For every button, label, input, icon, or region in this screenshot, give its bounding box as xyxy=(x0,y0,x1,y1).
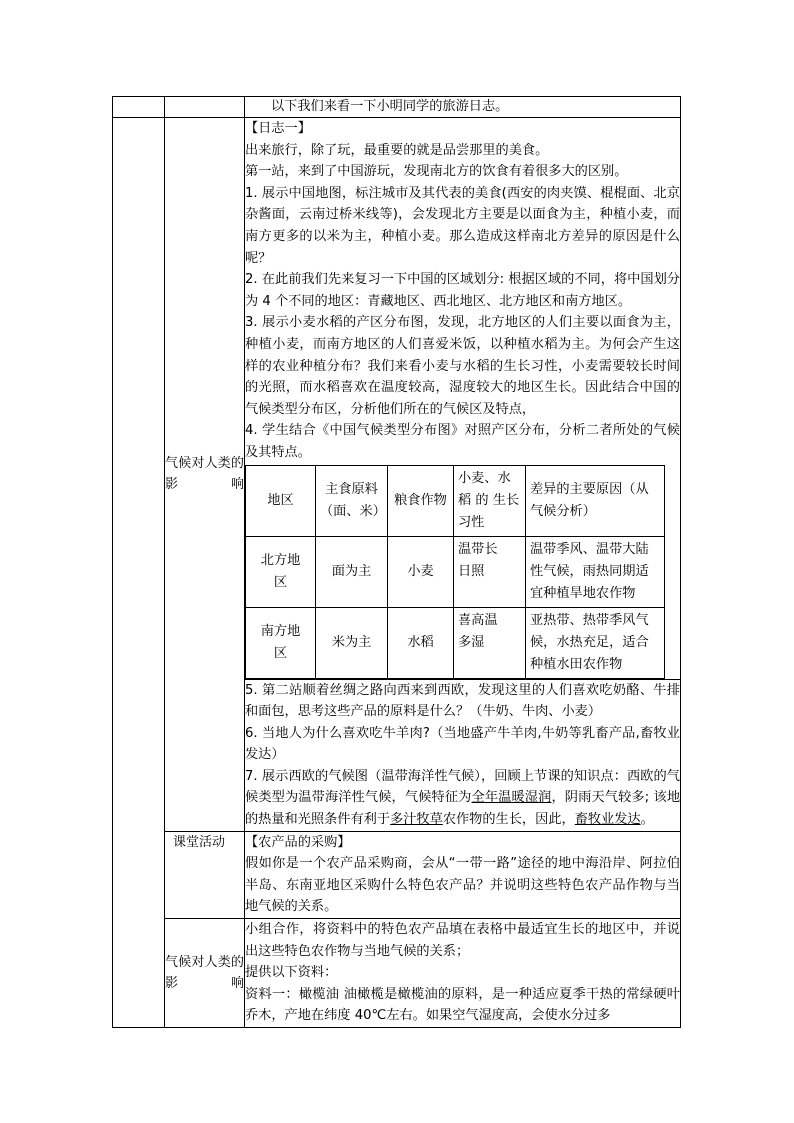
log1-para7: 5. 第二站顺着丝绸之路向西来到西欧，发现这里的人们喜欢吃奶酪、牛排和面包，思考这些产品的原料是什么？（牛奶、牛肉、小麦） xyxy=(245,682,680,720)
intro-empty-cell-2 xyxy=(165,97,245,118)
section3-label: 气候对人类的影响 xyxy=(165,955,244,992)
section3-content xyxy=(245,919,681,1028)
intro-empty-cell xyxy=(113,97,165,118)
diet-cell: 温带长日照 xyxy=(454,536,526,607)
materials-intro: 提供以下资料： xyxy=(245,965,338,981)
diet-table-row xyxy=(246,536,665,607)
intro-cell xyxy=(245,97,681,118)
section2-label-cell xyxy=(165,831,245,918)
diet-cell: 北方地区 xyxy=(246,536,316,607)
diet-cell: 亚热带、热带季风气候，水热充足，适合种植水田农作物 xyxy=(526,607,665,678)
section1-label: 气候对人类的影响 xyxy=(165,456,244,493)
log1-para1: 出来旅行，除了玩，最重要的就是品尝那里的美食。 xyxy=(245,142,549,158)
diet-cell: 水稻 xyxy=(388,607,454,678)
left-margin-cell xyxy=(113,118,165,1028)
lesson-plan-table xyxy=(112,96,681,1028)
diet-comparison-table xyxy=(245,465,665,679)
diet-header-cell: 主食原料（面、米） xyxy=(316,465,388,536)
diet-header-cell: 小麦、水稻 的 生长习性 xyxy=(454,465,526,536)
para9-text-c: 农作物的生长，因此， xyxy=(442,812,575,828)
section1-label-cell xyxy=(165,118,245,832)
section1-content xyxy=(245,118,681,680)
diet-cell: 喜高温多湿 xyxy=(454,607,526,678)
log1-para8: 6. 当地人为什么喜欢吃牛羊肉?（当地盛产牛羊肉,牛奶等乳畜产品,畜牧业发达） xyxy=(245,725,680,763)
section3-row xyxy=(113,919,681,1028)
log1-para2: 第一站，来到了中国游玩，发现南北方的饮食有着很多大的区别。 xyxy=(245,164,628,180)
intro-row xyxy=(113,97,681,118)
section2-label: 课堂活动 xyxy=(173,834,226,850)
log1-para9 xyxy=(245,766,680,831)
diet-header-cell: 差异的主要原因（从气候分析） xyxy=(526,465,665,536)
section2-row xyxy=(113,831,681,918)
intro-text: 以下我们来看一下小明同学的旅游日志。 xyxy=(271,99,509,114)
section3-label-cell xyxy=(165,919,245,1028)
diet-table-row xyxy=(246,607,665,678)
section2-content xyxy=(245,831,681,918)
log1-para6: 4. 学生结合《中国气候类型分布图》对照产区分布，分析二者所处的气候及其特点。 xyxy=(245,423,680,460)
para9-underline-2: 多汁牧草 xyxy=(390,812,443,828)
procurement-title: 【农产品的采购】 xyxy=(245,834,351,850)
log1-title: 【日志一】 xyxy=(245,121,311,136)
para9-text-d: 。 xyxy=(640,812,654,828)
procurement-para1: 假如你是一个农产品采购商，会从“一带一路”途径的地中海沿岸、阿拉伯半岛、东南亚地区采购什么特色农产品？并说明这些特色农产品作物与当地气候的关系。 xyxy=(245,856,680,915)
section1b-content xyxy=(245,679,681,831)
diet-cell: 南方地区 xyxy=(246,607,316,678)
diet-header-cell: 地区 xyxy=(246,465,316,536)
diet-cell: 小麦 xyxy=(388,536,454,607)
log1-para4: 2. 在此前我们先来复习一下中国的区域划分: 根据区域的不同，将中国划分为 4 个不同的地区：青藏地区、西北地区、北方地区和南方地区。 xyxy=(245,272,680,309)
diet-header-cell: 粮食作物 xyxy=(388,465,454,536)
diet-cell: 温带季风、温带大陆性气候，雨热同期适宜种植旱地农作物 xyxy=(526,536,665,607)
diet-cell: 米为主 xyxy=(316,607,388,678)
group-work-para: 小组合作，将资料中的特色农产品填在表格中最适宜生长的地区中，并说出这些特色农作物与当地气候的关系； xyxy=(245,922,680,959)
log1-para5: 3. 展示小麦水稻的产区分布图，发现，北方地区的人们主要以面食为主，种植小麦，而南方地区的人们喜爱米饭，以种植水稻为主。为何会产生这样的农业种植分布？我们来看小麦与水稻的生长习性，小麦需要较长时间的光照，而水稻喜欢在温度较高，湿度较大的地区生长。因此结合中国的气候类型分布区，分析他们所在的气候区及特点， xyxy=(245,315,680,417)
diet-cell: 面为主 xyxy=(316,536,388,607)
para9-text-a: 7. 展示西欧的气候图（温带海洋性气候），回顾上节课的知识点：西欧的气候类型为温带海洋性气候，气候特征为 xyxy=(245,768,680,806)
log1-para3: 1. 展示中国地图，标注城市及其代表的美食(西安的肉夹馍、棍棍面、北京杂酱面，云南过桥米线等)，会发现北方主要是以面食为主，种植小麦，而南方更多的以米为主，种植小麦。那么造成这样南北方差异的原因是什么呢？ xyxy=(245,185,680,266)
para9-underline-1: 全年温暖湿润 xyxy=(471,790,552,806)
material-one: 资料一：橄榄油 油橄榄是橄榄油的原料，是一种适应夏季干热的常绿硬叶乔木，产地在纬度 40℃左右。如果空气湿度高，会使水分过多 xyxy=(245,986,680,1024)
para9-underline-3: 畜牧业发达 xyxy=(574,812,641,828)
para9-text-b: ，阴雨天气较多; 该地的热量和光照条件有利于 xyxy=(245,790,681,828)
section1-row xyxy=(113,118,681,680)
diet-table-header-row xyxy=(246,465,665,536)
